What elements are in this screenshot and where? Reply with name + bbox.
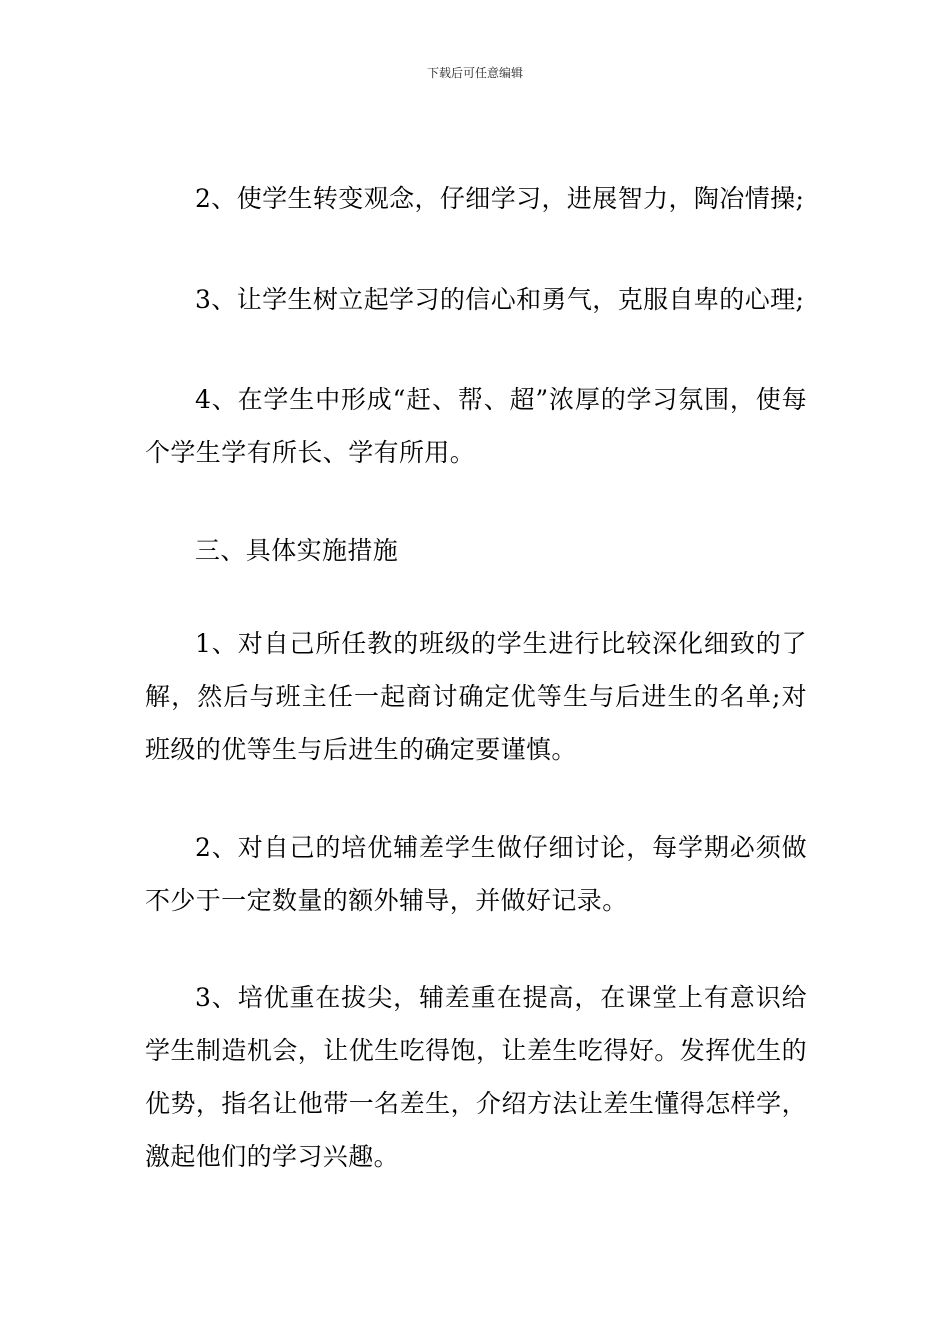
goal-item-3: 3、让学生树立起学习的信心和勇气，克服自卑的心理; xyxy=(195,285,805,314)
measure-item-2: 2、对自己的培优辅差学生做仔细讨论，每学期必须做不少于一定数量的额外辅导，并做好记录。 xyxy=(145,833,807,915)
measure-item-1: 1、对自己所任教的班级的学生进行比较深化细致的了解，然后与班主任一起商讨确定优等生与后进生的名单;对班级的优等生与后进生的确定要谨慎。 xyxy=(145,629,807,764)
page-header: 下载后可任意编辑 xyxy=(426,66,523,80)
measure-item-3: 3、培优重在拔尖，辅差重在提高，在课堂上有意识给学生制造机会，让优生吃得饱，让差生吃得好。发挥优生的优势，指名让他带一名差生，介绍方法让差生懂得怎样学，激起他们的学习兴趣。 xyxy=(145,983,807,1171)
section-heading: 三、具体实施措施 xyxy=(195,536,399,565)
goal-item-2: 2、使学生转变观念，仔细学习，进展智力，陶冶情操; xyxy=(195,184,805,213)
goal-item-4: 4、在学生中形成“赶、帮、超”浓厚的学习氛围，使每个学生学有所长、学有所用。 xyxy=(145,385,807,467)
